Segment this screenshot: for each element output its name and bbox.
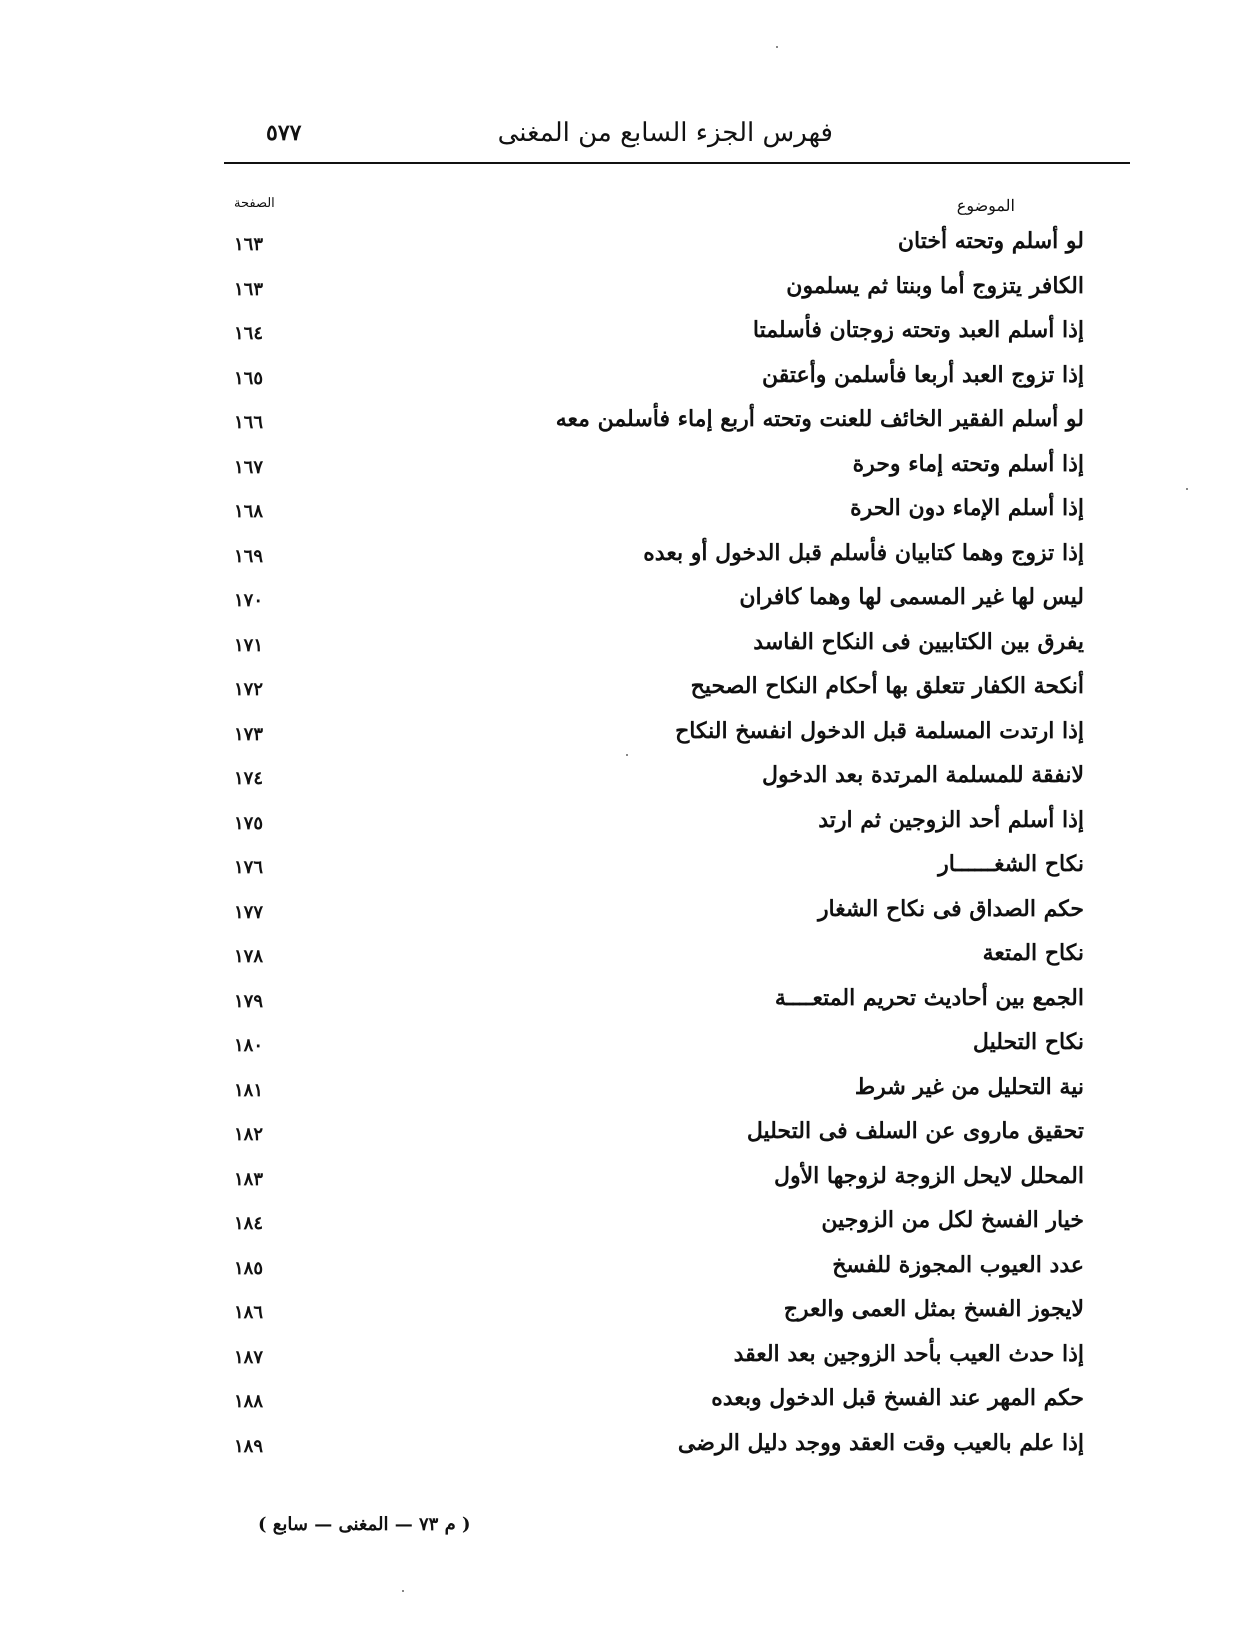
entry-page: ١٦٣ bbox=[234, 278, 264, 300]
scan-speck bbox=[1186, 488, 1188, 490]
entry-page: ١٧٤ bbox=[234, 768, 264, 789]
index-entry bbox=[224, 1072, 1084, 1117]
entry-page: ١٧٦ bbox=[234, 857, 264, 878]
entry-topic: إذا تزوج وهما كتابيان فأسلم قبل الدخول أو بعده bbox=[643, 539, 1084, 566]
entry-topic: عدد العيوب المجوزة للفسخ bbox=[832, 1251, 1084, 1278]
index-entry bbox=[224, 1027, 1084, 1072]
index-entry bbox=[224, 938, 1084, 983]
entry-page: ١٦٥ bbox=[234, 367, 264, 389]
index-entry bbox=[224, 716, 1084, 761]
entry-page: ١٨٩ bbox=[234, 1435, 264, 1457]
index-entry bbox=[224, 849, 1084, 894]
index-entry bbox=[224, 1205, 1084, 1250]
entry-page: ١٨٤ bbox=[234, 1213, 264, 1234]
entry-topic: إذا أسلم وتحته إماء وحرة bbox=[852, 450, 1084, 477]
entry-topic: المحلل لايحل الزوجة لزوجها الأول bbox=[774, 1162, 1084, 1189]
entry-topic: إذا علم بالعيب وقت العقد ووجد دليل الرضى bbox=[677, 1429, 1084, 1456]
entry-page: ١٨٨ bbox=[234, 1391, 264, 1412]
index-entry bbox=[224, 449, 1084, 494]
entry-page: ١٦٤ bbox=[234, 323, 264, 344]
entry-topic: إذا حدث العيب بأحد الزوجين بعد العقد bbox=[733, 1340, 1084, 1367]
entry-topic: يفرق بين الكتابيين فى النكاح الفاسد bbox=[753, 628, 1084, 655]
entry-topic: لايجوز الفسخ بمثل العمى والعرج bbox=[783, 1296, 1084, 1322]
entry-topic: حكم المهر عند الفسخ قبل الدخول وبعده bbox=[711, 1385, 1084, 1411]
scan-speck bbox=[626, 754, 628, 756]
entry-page: ١٨٥ bbox=[234, 1257, 264, 1279]
index-entry bbox=[224, 894, 1084, 939]
entry-topic: خيار الفسخ لكل من الزوجين bbox=[821, 1207, 1084, 1233]
entry-page: ١٨١ bbox=[234, 1079, 264, 1101]
entry-page: ١٨٧ bbox=[234, 1346, 264, 1368]
entry-page: ١٦٨ bbox=[234, 501, 264, 522]
entry-topic: إذا تزوج العبد أربعا فأسلمن وأعتقن bbox=[762, 361, 1084, 388]
entry-topic: إذا أسلم أحد الزوجين ثم ارتد bbox=[818, 806, 1084, 833]
index-entry bbox=[224, 404, 1084, 449]
entry-topic: أنكحة الكفار تتعلق بها أحكام النكاح الصحيح bbox=[690, 673, 1084, 699]
index-entry bbox=[224, 1161, 1084, 1206]
index-entry bbox=[224, 805, 1084, 850]
entry-page: ١٨٦ bbox=[234, 1302, 264, 1323]
entry-page: ١٧٧ bbox=[234, 901, 264, 923]
entry-topic: لو أسلم الفقير الخائف للعنت وتحته أربع إماء فأسلمن معه bbox=[555, 406, 1084, 432]
entry-page: ١٧٨ bbox=[234, 946, 264, 967]
index-entry bbox=[224, 1428, 1084, 1473]
index-entry bbox=[224, 226, 1084, 271]
entry-topic: إذا ارتدت المسلمة قبل الدخول انفسخ النكاح bbox=[675, 717, 1084, 744]
entry-topic: تحقيق ماروى عن السلف فى التحليل bbox=[746, 1118, 1084, 1144]
index-entry bbox=[224, 627, 1084, 672]
entry-topic: لانفقة للمسلمة المرتدة بعد الدخول bbox=[762, 762, 1084, 788]
entry-page: ١٧٩ bbox=[234, 990, 264, 1012]
index-entry bbox=[224, 360, 1084, 405]
index-entry bbox=[224, 1383, 1084, 1428]
running-header-title: فهرس الجزء السابع من المغنى bbox=[497, 118, 833, 148]
signature-mark: ( م ٧٣ — المغنى — سابع ) bbox=[258, 1514, 471, 1535]
entry-topic: الكافر يتزوج أما وبنتا ثم يسلمون bbox=[786, 272, 1084, 299]
entry-page: ١٨٣ bbox=[234, 1168, 264, 1190]
entry-page: ١٨٠ bbox=[234, 1035, 264, 1056]
index-entry bbox=[224, 315, 1084, 360]
index-entry bbox=[224, 671, 1084, 716]
index-entry bbox=[224, 1116, 1084, 1161]
entry-page: ١٧٣ bbox=[234, 723, 264, 745]
entry-topic: إذا أسلم الإماء دون الحرة bbox=[850, 495, 1084, 521]
index-entry bbox=[224, 983, 1084, 1028]
entry-page: ١٧٠ bbox=[234, 590, 264, 611]
entry-page: ١٧١ bbox=[234, 634, 264, 656]
entry-page: ١٦٧ bbox=[234, 456, 264, 478]
entry-topic: لو أسلم وتحته أختان bbox=[897, 228, 1084, 254]
entry-page: ١٧٥ bbox=[234, 812, 264, 834]
entry-topic: الجمع بين أحاديث تحريم المتعــــة bbox=[774, 984, 1084, 1011]
column-header-page: الصفحة bbox=[234, 196, 275, 211]
header-divider bbox=[224, 162, 1130, 164]
scan-speck bbox=[402, 1590, 404, 1592]
entry-topic: نية التحليل من غير شرط bbox=[854, 1073, 1084, 1100]
entry-topic: نكاح المتعة bbox=[982, 940, 1084, 966]
entry-topic: ليس لها غير المسمى لها وهما كافران bbox=[739, 584, 1084, 610]
entry-topic: إذا أسلم العبد وتحته زوجتان فأسلمتا bbox=[752, 317, 1084, 343]
page-number: ٥٧٧ bbox=[266, 120, 302, 146]
entry-topic: نكاح التحليل bbox=[972, 1029, 1084, 1055]
index-entry bbox=[224, 1339, 1084, 1384]
column-header-topic: الموضوع bbox=[956, 196, 1015, 215]
index-entry bbox=[224, 1250, 1084, 1295]
entry-topic: حكم الصداق فى نكاح الشغار bbox=[817, 895, 1084, 922]
entry-topic: نكاح الشغــــــار bbox=[938, 851, 1084, 877]
index-entry bbox=[224, 493, 1084, 538]
index-entry bbox=[224, 760, 1084, 805]
entry-page: ١٦٣ bbox=[234, 234, 264, 255]
entry-page: ١٦٦ bbox=[234, 412, 264, 433]
index-list bbox=[224, 226, 1084, 1472]
index-entry bbox=[224, 271, 1084, 316]
index-entry bbox=[224, 1294, 1084, 1339]
scan-speck bbox=[776, 46, 778, 48]
index-entry bbox=[224, 582, 1084, 627]
entry-page: ١٧٢ bbox=[234, 679, 264, 700]
entry-page: ١٨٢ bbox=[234, 1124, 264, 1145]
index-entry bbox=[224, 538, 1084, 583]
entry-page: ١٦٩ bbox=[234, 545, 264, 567]
